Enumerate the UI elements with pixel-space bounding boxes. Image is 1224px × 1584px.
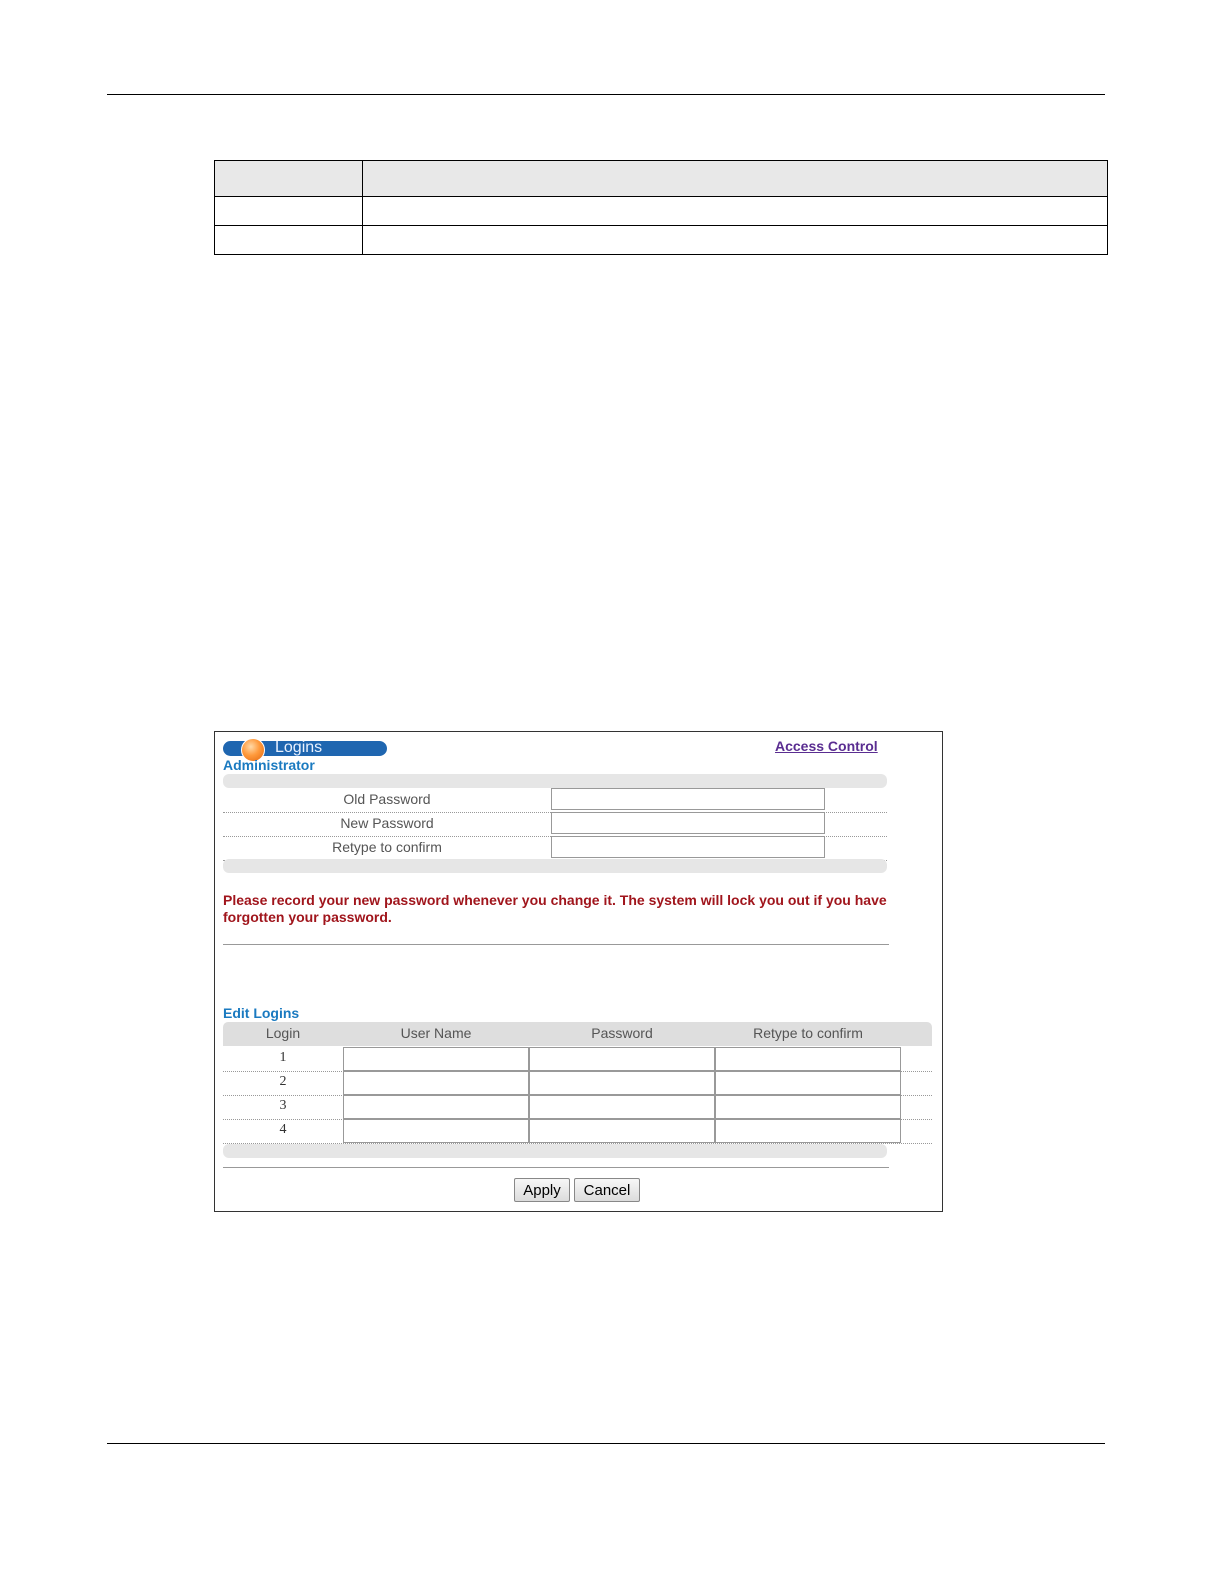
page-top-rule <box>107 94 1105 95</box>
logins-screen <box>214 731 943 1212</box>
retype-confirm-input[interactable] <box>715 1071 901 1095</box>
page-bottom-rule <box>107 1443 1105 1444</box>
table-row <box>223 1095 932 1120</box>
password-input[interactable] <box>529 1119 715 1143</box>
login-number: 1 <box>279 1050 287 1065</box>
administrator-section-title: Administrator <box>223 757 315 773</box>
column-header-retype: Retype to confirm <box>753 1025 863 1041</box>
administrator-table-bottom-bar <box>223 859 887 873</box>
reference-table-row <box>215 226 1108 255</box>
reference-table-cell <box>215 226 363 255</box>
new-password-label: New Password <box>340 815 434 831</box>
table-row <box>223 1119 932 1144</box>
password-warning-text: Please record your new password whenever you change it. The system will lock you out if you have forgotten your password. <box>223 892 887 925</box>
reference-table-cell <box>363 197 1108 226</box>
retype-password-label: Retype to confirm <box>332 839 442 855</box>
old-password-row <box>223 788 887 813</box>
login-number: 4 <box>279 1122 287 1137</box>
retype-password-input[interactable] <box>551 836 825 858</box>
user-name-input[interactable] <box>343 1047 529 1071</box>
administrator-table-top-bar <box>223 774 887 788</box>
retype-password-row <box>223 836 887 861</box>
retype-confirm-input[interactable] <box>715 1119 901 1143</box>
edit-logins-section-title: Edit Logins <box>223 1005 300 1021</box>
column-header-user-name: User Name <box>400 1025 472 1041</box>
reference-table-header-cell <box>215 161 363 197</box>
section-divider <box>223 944 889 945</box>
password-input[interactable] <box>529 1047 715 1071</box>
user-name-input[interactable] <box>343 1071 529 1095</box>
user-name-input[interactable] <box>343 1095 529 1119</box>
table-row <box>223 1071 932 1096</box>
reference-table-cell <box>363 226 1108 255</box>
reference-table-header-cell <box>363 161 1108 197</box>
reference-table-cell <box>215 197 363 226</box>
retype-confirm-input[interactable] <box>715 1095 901 1119</box>
reference-table <box>214 160 1108 255</box>
password-input[interactable] <box>529 1071 715 1095</box>
old-password-label: Old Password <box>343 791 431 807</box>
cancel-button[interactable]: Cancel <box>574 1178 640 1202</box>
new-password-input[interactable] <box>551 812 825 834</box>
button-divider <box>223 1167 889 1168</box>
old-password-input[interactable] <box>551 788 825 810</box>
reference-table-row <box>215 197 1108 226</box>
login-number: 2 <box>279 1074 287 1089</box>
apply-button[interactable]: Apply <box>514 1178 570 1202</box>
column-header-password: Password <box>591 1025 653 1041</box>
page-title-bar <box>223 741 387 756</box>
retype-confirm-input[interactable] <box>715 1047 901 1071</box>
login-number: 3 <box>279 1098 287 1113</box>
password-input[interactable] <box>529 1095 715 1119</box>
edit-logins-bottom-bar <box>223 1144 887 1158</box>
new-password-row <box>223 812 887 837</box>
user-name-input[interactable] <box>343 1119 529 1143</box>
access-control-link[interactable]: Access Control <box>775 738 878 754</box>
page-title: Logins <box>275 739 323 756</box>
edit-logins-header <box>223 1022 932 1046</box>
reference-table-header-row <box>215 161 1108 197</box>
table-row <box>223 1047 932 1072</box>
column-header-login: Login <box>265 1025 301 1041</box>
